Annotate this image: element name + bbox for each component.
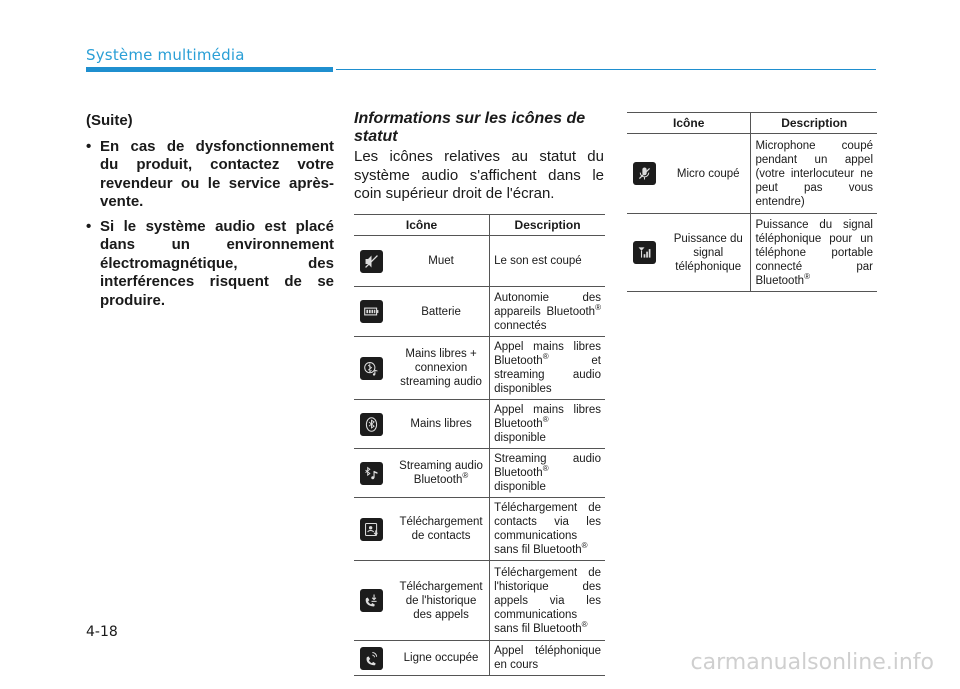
mute-icon <box>360 250 383 273</box>
icon-description: Microphone coupé pendant un appel (votre interlocuteur ne peut pas vous entendre) <box>751 134 877 214</box>
icon-description: Téléchargement de contacts via les communications sans fil Bluetooth® <box>490 498 605 561</box>
icon-description: Le son est coupé <box>490 236 605 287</box>
icon-description: Appel téléphonique en cours <box>490 641 605 676</box>
table-row <box>354 400 605 449</box>
table-row <box>354 337 605 400</box>
battery-icon <box>360 300 383 323</box>
table-row <box>354 236 605 287</box>
bullet-item: • Si le système audio est placé dans un environnement électromagnétique, des interférences risquent de se produire. <box>86 218 334 311</box>
status-icons-table-continued <box>627 112 877 292</box>
bullet-item: • En cas de dysfonctionnement du produit, contactez votre revendeur ou le service après-vente. <box>86 138 334 212</box>
mic-muted-icon <box>633 162 656 185</box>
table-row <box>354 449 605 498</box>
icon-description: Téléchargement de l'historique des appels via les communications sans fil Bluetooth® <box>490 561 605 641</box>
col-header-icon: Icône <box>627 113 751 134</box>
icon-name: Micro coupé <box>666 134 751 214</box>
intro-paragraph: Les icônes relatives au statut du système audio s'affichent dans le coin supérieur droit de l'écran. <box>354 148 604 202</box>
table-row <box>627 134 877 214</box>
icon-name: Téléchargement de contacts <box>393 498 490 561</box>
icon-name: Streaming audio Bluetooth® <box>393 449 490 498</box>
bullet-list <box>86 138 334 311</box>
icon-name: Batterie <box>393 287 490 337</box>
table-header-row <box>354 215 605 236</box>
table-row <box>354 498 605 561</box>
icon-description: Puissance du signal téléphonique pour un téléphone portable connecté par Bluetooth® <box>751 214 877 292</box>
suite-label: (Suite) <box>86 112 133 129</box>
icon-name: Puissance du signal téléphonique <box>666 214 751 292</box>
phone-signal-icon <box>633 241 656 264</box>
handsfree-streaming-icon <box>360 357 383 380</box>
status-icons-table <box>354 214 605 676</box>
icon-name: Muet <box>393 236 490 287</box>
line-busy-icon <box>360 647 383 670</box>
icon-description: Appel mains libres Bluetooth® disponible <box>490 400 605 449</box>
icon-description: Streaming audio Bluetooth® disponible <box>490 449 605 498</box>
header-rule-thin <box>336 69 876 70</box>
icon-description: Appel mains libres Bluetooth® et streaming audio disponibles <box>490 337 605 400</box>
left-column <box>86 112 334 316</box>
bluetooth-handsfree-icon <box>360 413 383 436</box>
table-header-row <box>627 113 877 134</box>
col-header-icon: Icône <box>354 215 490 236</box>
icon-description: Autonomie des appareils Bluetooth® connectés <box>490 287 605 337</box>
page-number: 4-18 <box>86 624 118 640</box>
header-rule-thick <box>86 67 333 72</box>
col-header-description: Description <box>490 215 605 236</box>
section-heading: Informations sur les icônes de statut <box>354 110 586 145</box>
table-row <box>354 287 605 337</box>
icon-name: Mains libres <box>393 400 490 449</box>
contacts-download-icon <box>360 518 383 541</box>
table-row <box>627 214 877 292</box>
table-row <box>354 641 605 676</box>
watermark: carmanualsonline.info <box>690 650 934 675</box>
table-row <box>354 561 605 641</box>
icon-name: Mains libres + connexion streaming audio <box>393 337 490 400</box>
call-history-download-icon <box>360 589 383 612</box>
section-title: Système multimédia <box>86 46 245 64</box>
bluetooth-streaming-icon <box>360 462 383 485</box>
icon-name: Téléchargement de l'historique des appels <box>393 561 490 641</box>
col-header-description: Description <box>751 113 877 134</box>
icon-name: Ligne occupée <box>393 641 490 676</box>
